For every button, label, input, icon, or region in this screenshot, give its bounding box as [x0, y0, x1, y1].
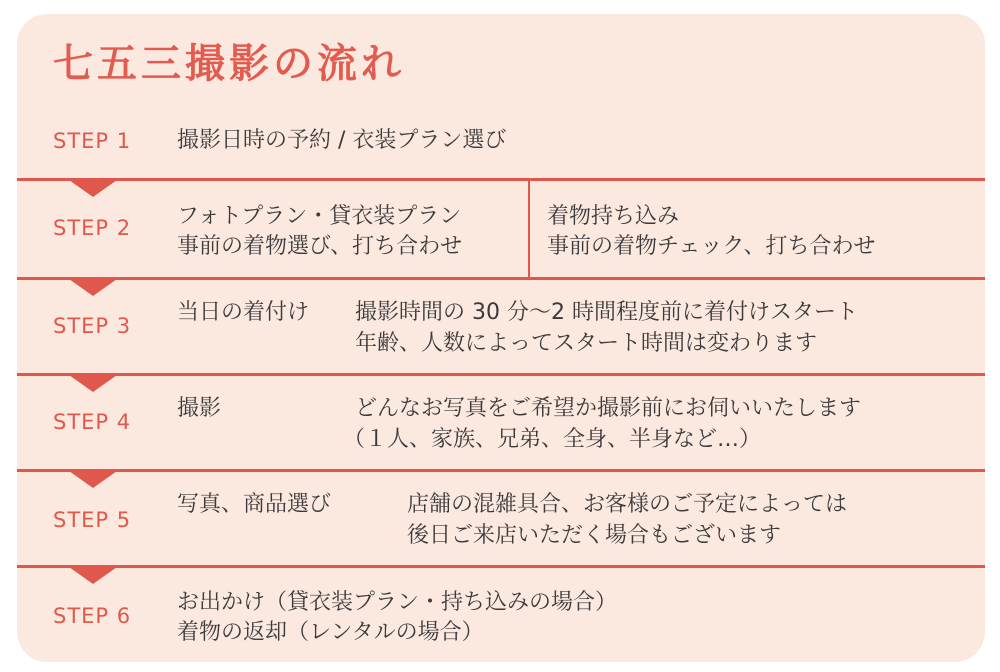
step-2-label: STEP 2 [53, 216, 132, 240]
step-5-desc-line-1: 店舗の混雑具合、お客様のご予定によっては [407, 492, 848, 517]
step-2-left-heading: フォトプラン・貸衣装プラン [177, 204, 462, 229]
step-5-label: STEP 5 [53, 508, 132, 532]
arrow-down-icon [69, 375, 117, 392]
step-6-line-1: お出かけ（貸衣装プラン・持ち込みの場合） [177, 590, 618, 615]
step-2-column-divider [528, 181, 530, 277]
step-2-right-heading: 着物持ち込み [547, 204, 680, 229]
divider-1 [17, 178, 985, 181]
step-6-label: STEP 6 [53, 604, 132, 628]
step-1-text: 撮影日時の予約 / 衣装プラン選び [177, 128, 507, 153]
step-3-desc-line-2: 年齢、人数によってスタート時間は変わります [355, 331, 818, 356]
step-5-desc-line-2: 後日ご来店いただく場合もございます [407, 523, 782, 548]
step-5-heading: 写真、商品選び [177, 492, 332, 517]
step-4-label: STEP 4 [53, 410, 132, 434]
divider-2 [17, 277, 985, 280]
step-1-label: STEP 1 [53, 129, 132, 153]
arrow-down-icon [69, 567, 117, 584]
divider-4 [17, 469, 985, 472]
step-4-heading: 撮影 [177, 396, 222, 421]
step-2-left-desc: 事前の着物選び、打ち合わせ [177, 234, 463, 259]
page-title: 七五三撮影の流れ [53, 41, 405, 87]
divider-5 [17, 565, 985, 568]
step-4-desc-line-2: （１人、家族、兄弟、全身、半身など…） [343, 427, 762, 452]
step-4-desc-line-1: どんなお写真をご希望か撮影前にお伺いいたします [355, 396, 862, 421]
arrow-down-icon [69, 279, 117, 296]
divider-3 [17, 373, 985, 376]
arrow-down-icon [69, 180, 117, 197]
arrow-down-icon [69, 471, 117, 488]
step-3-label: STEP 3 [53, 314, 132, 338]
step-6-line-2: 着物の返却（レンタルの場合） [177, 620, 484, 645]
step-3-heading: 当日の着付け [177, 300, 310, 325]
step-3-desc-line-1: 撮影時間の 30 分〜2 時間程度前に着付けスタート [355, 300, 858, 325]
flow-card [17, 14, 985, 662]
step-2-right-desc: 事前の着物チェック、打ち合わせ [547, 234, 876, 259]
